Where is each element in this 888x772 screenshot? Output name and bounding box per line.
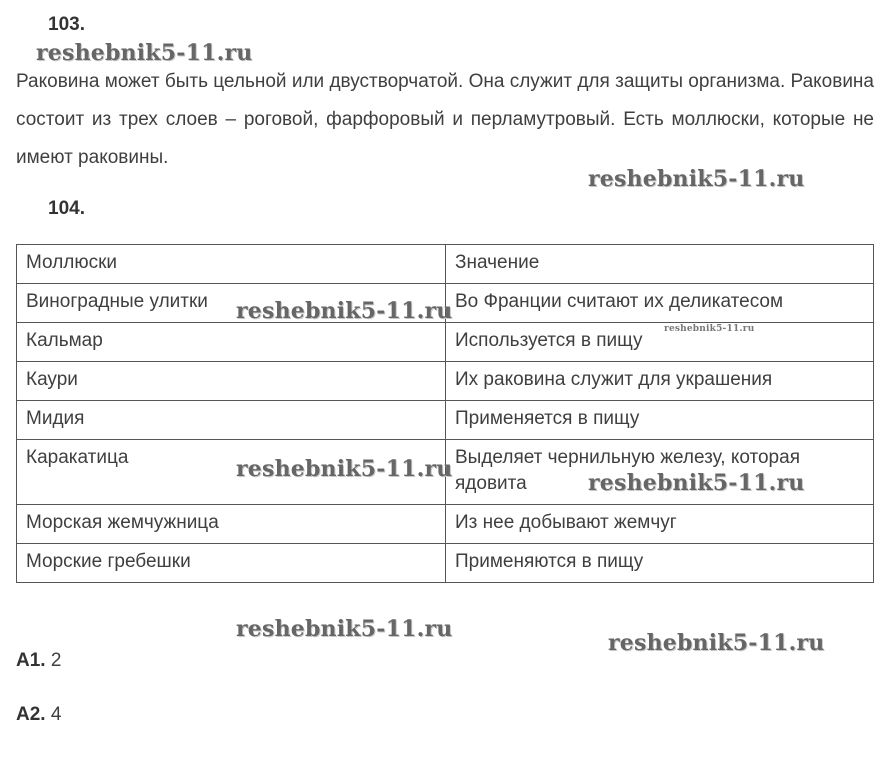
watermark: reshebnik5-11.ru	[36, 40, 253, 66]
mollusk-meaning: Используется в пищу	[446, 323, 874, 362]
mollusk-name: Каури	[17, 362, 446, 401]
table-row	[17, 362, 874, 401]
table-row	[17, 544, 874, 583]
mollusk-name: Морские гребешки	[17, 544, 446, 583]
mollusk-meaning: Применяются в пищу	[446, 544, 874, 583]
watermark: reshebnik5-11.ru	[588, 166, 805, 192]
header-mollusks: Моллюски	[17, 245, 446, 284]
mollusk-name: Морская жемчужница	[17, 505, 446, 544]
header-meaning: Значение	[446, 245, 874, 284]
watermark: reshebnik5-11.ru	[236, 616, 453, 642]
mollusk-meaning: Во Франции считают их деликатесом	[446, 284, 874, 323]
watermark: reshebnik5-11.ru	[588, 470, 805, 496]
table-row	[17, 323, 874, 362]
mollusk-meaning: Их раковина служит для украшения	[446, 362, 874, 401]
table-row	[17, 401, 874, 440]
table-row	[17, 284, 874, 323]
answer-a1	[16, 650, 61, 672]
table-header-row	[17, 245, 874, 284]
section-103-text: Раковина может быть цельной или двустворчатой. Она служит для защиты организма. Раковина состоит из трех слоев – роговой, фарфоровый и перламутровый. Есть моллюски, которые не имеют раковины.	[16, 71, 874, 168]
answer-a2	[16, 704, 61, 726]
section-103-number: 103.	[48, 14, 85, 35]
mollusk-meaning: Из нее добывают жемчуг	[446, 505, 874, 544]
section-104-number: 104.	[48, 198, 85, 219]
mollusk-name: Каракатица	[17, 440, 446, 505]
watermark: reshebnik5-11.ru	[664, 324, 755, 334]
table-row	[17, 505, 874, 544]
watermark: reshebnik5-11.ru	[608, 630, 825, 656]
answer-a1-value: 2	[50, 650, 62, 671]
answer-a1-label: A1.	[16, 650, 46, 671]
answer-a2-value: 4	[50, 704, 62, 725]
mollusk-name: Виноградные улитки	[17, 284, 446, 323]
watermark: reshebnik5-11.ru	[236, 298, 453, 324]
mollusk-name: Кальмар	[17, 323, 446, 362]
mollusk-table	[16, 244, 874, 583]
watermark: reshebnik5-11.ru	[236, 456, 453, 482]
mollusk-meaning: Выделяет чернильную железу, которая ядовита	[446, 440, 874, 505]
mollusk-name: Мидия	[17, 401, 446, 440]
answer-a2-label: A2.	[16, 704, 46, 725]
table-row	[17, 440, 874, 505]
mollusk-meaning: Применяется в пищу	[446, 401, 874, 440]
